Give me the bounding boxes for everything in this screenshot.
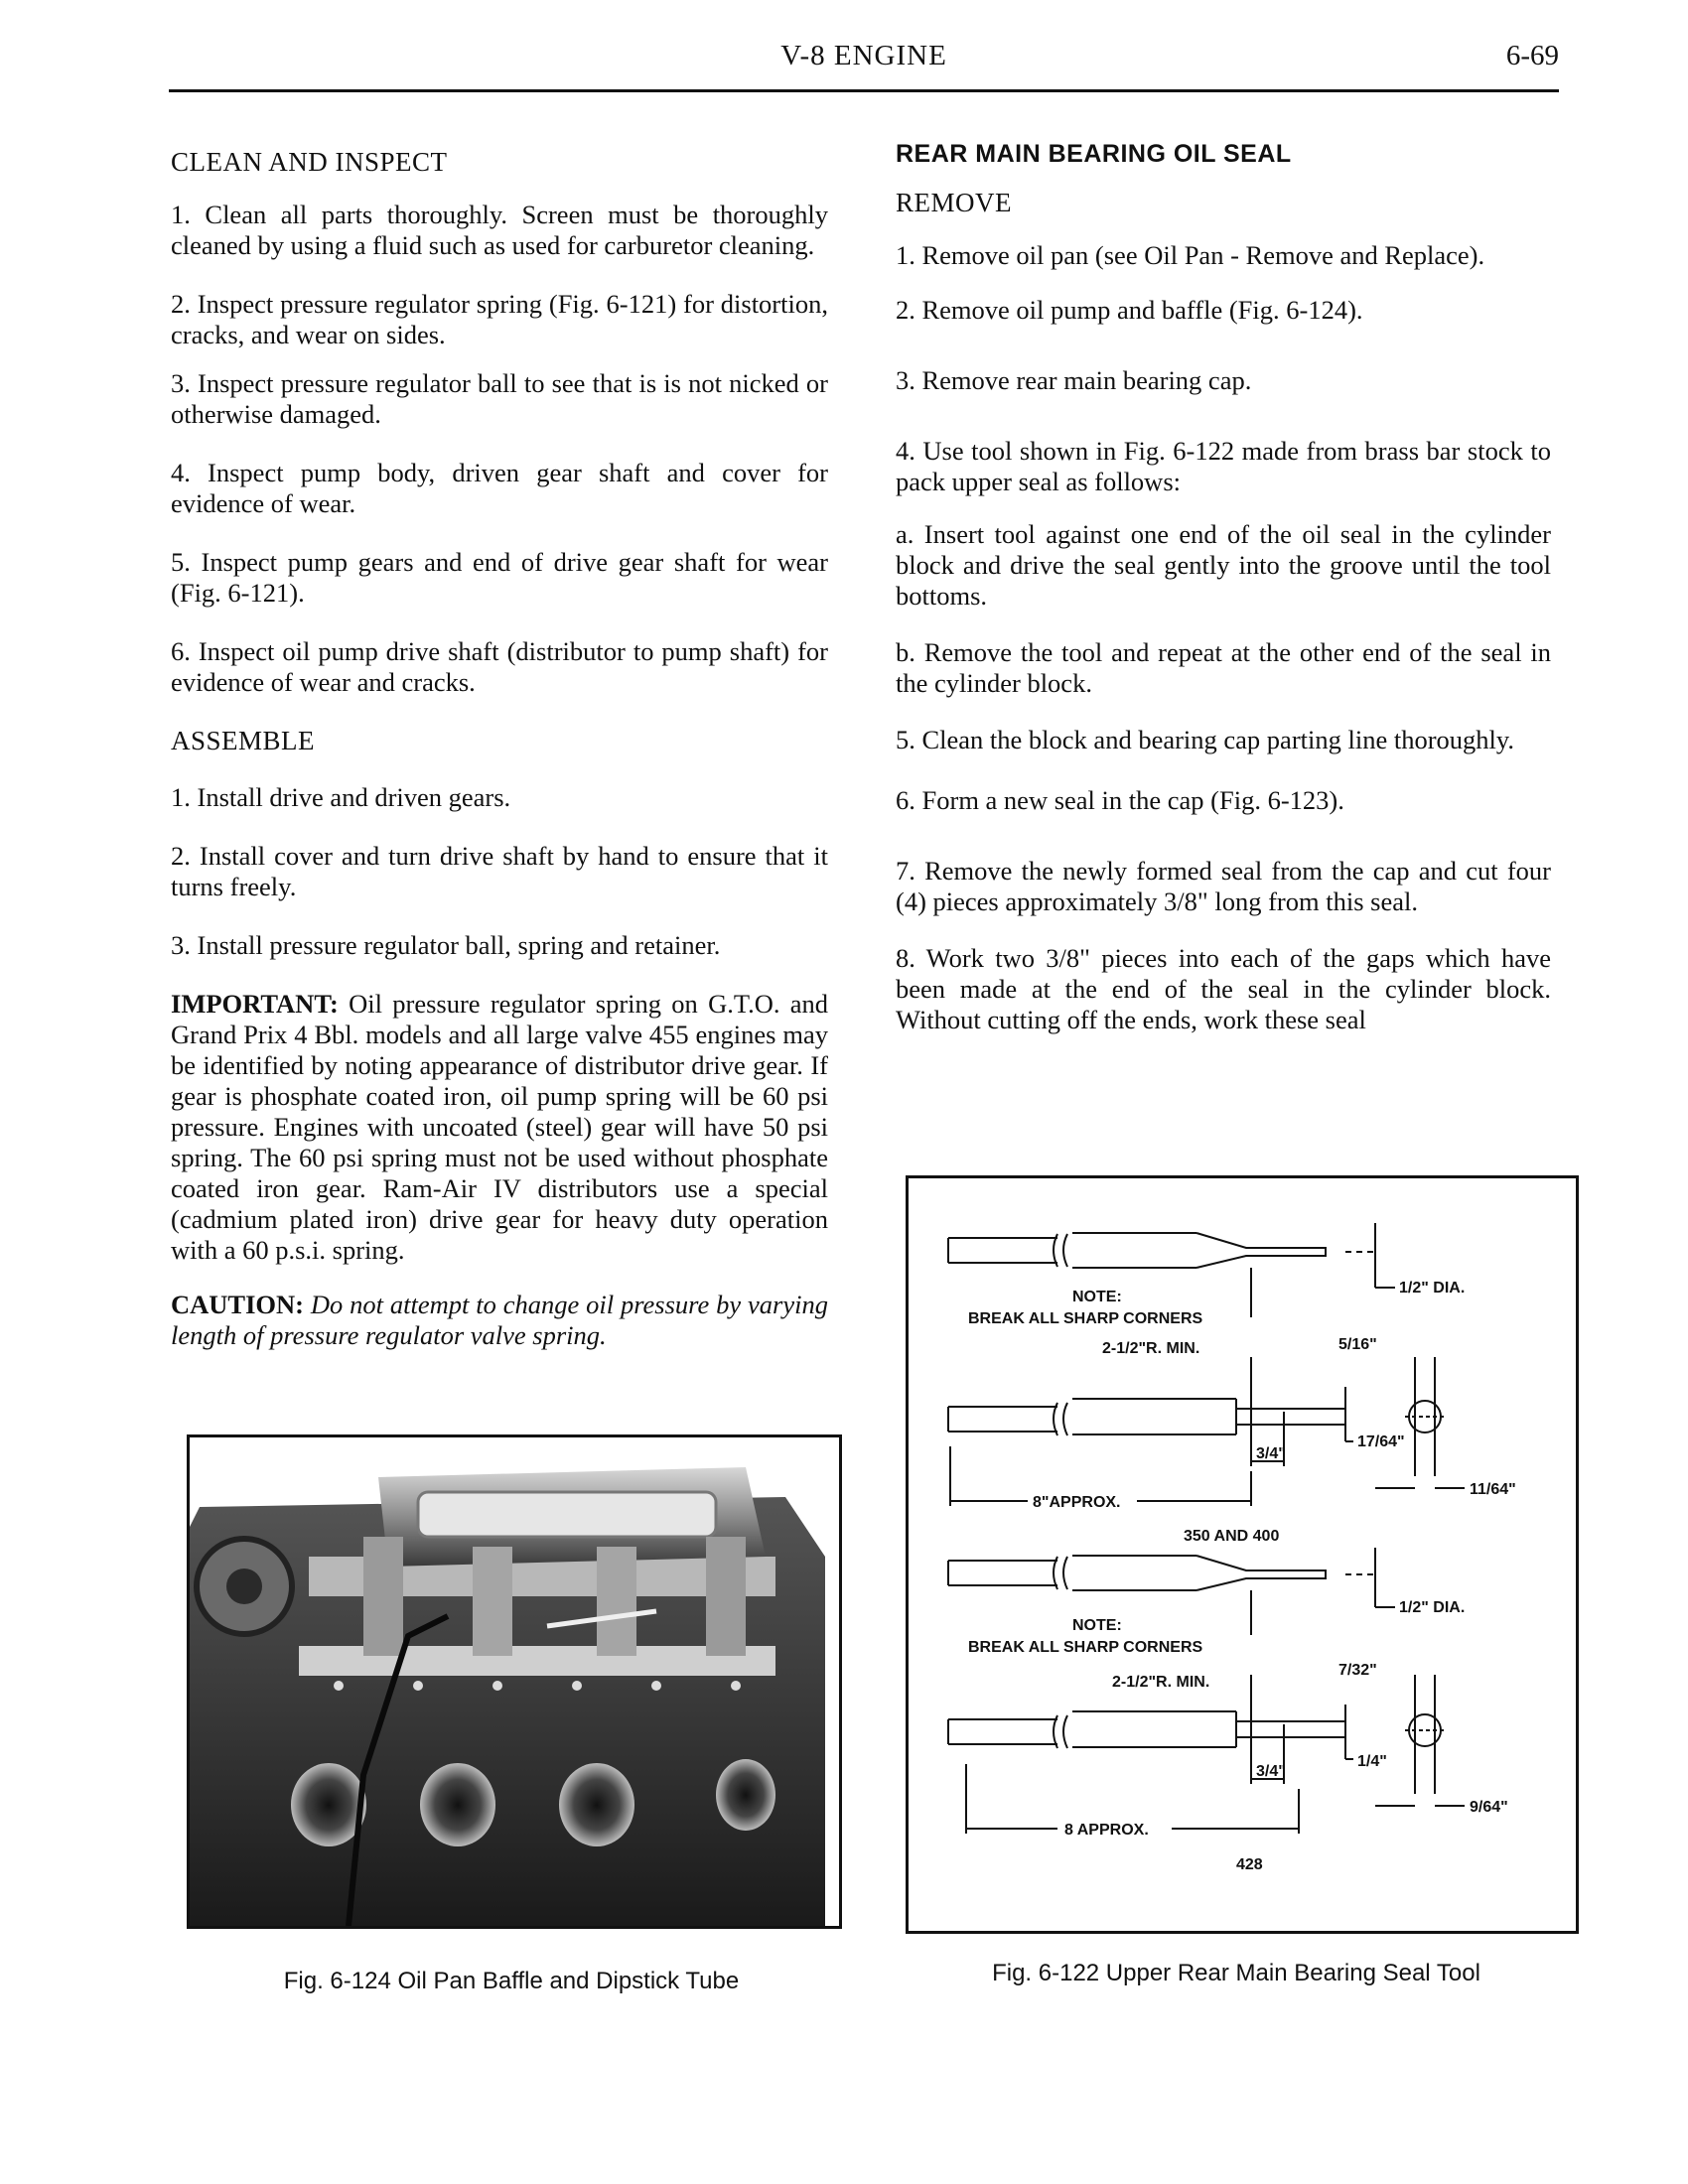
remove-step-7: 7. Remove the newly formed seal from the cap and cut four (4) pieces approximately 3/8" long from this seal. bbox=[896, 856, 1551, 916]
bottom-dia-label: 1/2" DIA. bbox=[1399, 1599, 1466, 1616]
top-radius-label: 2-1/2"R. MIN. bbox=[1102, 1340, 1200, 1357]
top-dim-b-label: 17/64" bbox=[1357, 1433, 1405, 1450]
top-length-label: 8"APPROX. bbox=[1033, 1494, 1121, 1511]
remove-step-5: 5. Clean the block and bearing cap parting line thoroughly. bbox=[896, 725, 1515, 754]
clean-step-4: 4. Inspect pump body, driven gear shaft and cover for evidence of wear. bbox=[171, 458, 828, 518]
seal-tool-drawing bbox=[909, 1178, 1576, 1931]
assemble-heading: ASSEMBLE bbox=[171, 726, 316, 755]
top-dim-c-label: 11/64" bbox=[1470, 1481, 1516, 1498]
page-header bbox=[169, 40, 1559, 99]
left-column bbox=[171, 147, 828, 1351]
important-label: IMPORTANT: bbox=[171, 989, 339, 1019]
figure-6-124-caption: Fig. 6-124 Oil Pan Baffle and Dipstick Tube bbox=[283, 1968, 740, 1994]
remove-step-8: 8. Work two 3/8" pieces into each of the gaps which have been made at the end of the seal in the cylinder block. Without cutting off the ends, work these seal bbox=[896, 943, 1551, 1034]
important-text: Oil pressure regulator spring on G.T.O. and Grand Prix 4 Bbl. models and all large valve 455 engines may be identified by noting appearance of distributor drive gear. If gear is phosphate coated iron, oil pump spring will be 60 psi pressure. Engines with uncoated (steel) gear will have 50 psi spring. The 60 psi spring must not be used without phosphate coated iron gear. Ram-Air IV distributors use a special (cadmium plated iron) drive gear for heavy duty operation with a 60 p.s.i. spring. bbox=[171, 989, 828, 1265]
clean-step-2: 2. Inspect pressure regulator spring (Fig. 6-121) for distortion, cracks, and wear on sides. bbox=[171, 289, 828, 349]
top-dim-a-label: 5/16" bbox=[1338, 1336, 1377, 1353]
caution-label: CAUTION: bbox=[171, 1290, 304, 1319]
top-variant-label: 350 AND 400 bbox=[1184, 1528, 1280, 1545]
bottom-note-label: NOTE: bbox=[1072, 1617, 1122, 1634]
bottom-dim-c-label: 9/64" bbox=[1470, 1799, 1508, 1816]
seal-tool-diagram bbox=[906, 1175, 1579, 1934]
top-dia-label: 1/2" DIA. bbox=[1399, 1280, 1466, 1297]
assemble-step-2: 2. Install cover and turn drive shaft by hand to ensure that it turns freely. bbox=[171, 841, 828, 901]
clean-step-5: 5. Inspect pump gears and end of drive gear shaft for wear (Fig. 6-121). bbox=[171, 547, 828, 608]
caution-text: Do not attempt to change oil pressure by varying length of pressure regulator valve spring. bbox=[171, 1290, 828, 1350]
clean-step-1: 1. Clean all parts thoroughly. Screen must be thoroughly cleaned by using a fluid such as used for carburetor cleaning. bbox=[171, 200, 828, 260]
bottom-radius-label: 2-1/2"R. MIN. bbox=[1112, 1674, 1210, 1691]
assemble-step-3: 3. Install pressure regulator ball, spring and retainer. bbox=[171, 930, 721, 960]
rear-main-seal-heading: REAR MAIN BEARING OIL SEAL bbox=[896, 140, 1292, 168]
clean-inspect-heading: CLEAN AND INSPECT bbox=[171, 147, 448, 177]
remove-step-1: 1. Remove oil pan (see Oil Pan - Remove and Replace). bbox=[896, 240, 1485, 270]
page-number: 6-69 bbox=[1505, 40, 1559, 71]
clean-step-6: 6. Inspect oil pump drive shaft (distributor to pump shaft) for evidence of wear and cracks. bbox=[171, 636, 828, 697]
remove-step-6: 6. Form a new seal in the cap (Fig. 6-123). bbox=[896, 785, 1344, 815]
clean-step-3: 3. Inspect pressure regulator ball to see that is is not nicked or otherwise damaged. bbox=[171, 368, 828, 429]
right-column bbox=[896, 139, 1551, 1035]
remove-step-2: 2. Remove oil pump and baffle (Fig. 6-124). bbox=[896, 295, 1363, 325]
oil-pan-baffle-photo bbox=[187, 1434, 842, 1929]
bottom-variant-label: 428 bbox=[1236, 1856, 1263, 1873]
engine-block-illustration bbox=[190, 1437, 839, 1926]
top-dim-d-label: 3/4" bbox=[1256, 1445, 1286, 1462]
remove-step-3: 3. Remove rear main bearing cap. bbox=[896, 365, 1252, 395]
assemble-step-1: 1. Install drive and driven gears. bbox=[171, 782, 511, 812]
top-note-text: BREAK ALL SHARP CORNERS bbox=[968, 1310, 1203, 1327]
bottom-dim-a-label: 7/32" bbox=[1338, 1662, 1377, 1679]
section-title: V-8 ENGINE bbox=[780, 40, 947, 71]
remove-heading: REMOVE bbox=[896, 188, 1012, 217]
remove-step-4b: b. Remove the tool and repeat at the other end of the seal in the cylinder block. bbox=[896, 637, 1551, 698]
header-rule bbox=[169, 89, 1559, 92]
bottom-length-label: 8 APPROX. bbox=[1064, 1822, 1149, 1839]
remove-step-4a: a. Insert tool against one end of the oil seal in the cylinder block and drive the seal gently into the groove until the tool bottoms. bbox=[896, 519, 1551, 611]
figure-6-122-caption: Fig. 6-122 Upper Rear Main Bearing Seal Tool bbox=[992, 1960, 1480, 1986]
bottom-dim-b-label: 1/4" bbox=[1357, 1753, 1387, 1770]
caution-note bbox=[171, 1290, 828, 1351]
remove-step-4: 4. Use tool shown in Fig. 6-122 made from brass bar stock to pack upper seal as follows: bbox=[896, 436, 1551, 496]
important-note bbox=[171, 989, 828, 1266]
top-note-label: NOTE: bbox=[1072, 1289, 1122, 1305]
bottom-note-text: BREAK ALL SHARP CORNERS bbox=[968, 1639, 1203, 1656]
bottom-dim-d-label: 3/4" bbox=[1256, 1763, 1286, 1780]
